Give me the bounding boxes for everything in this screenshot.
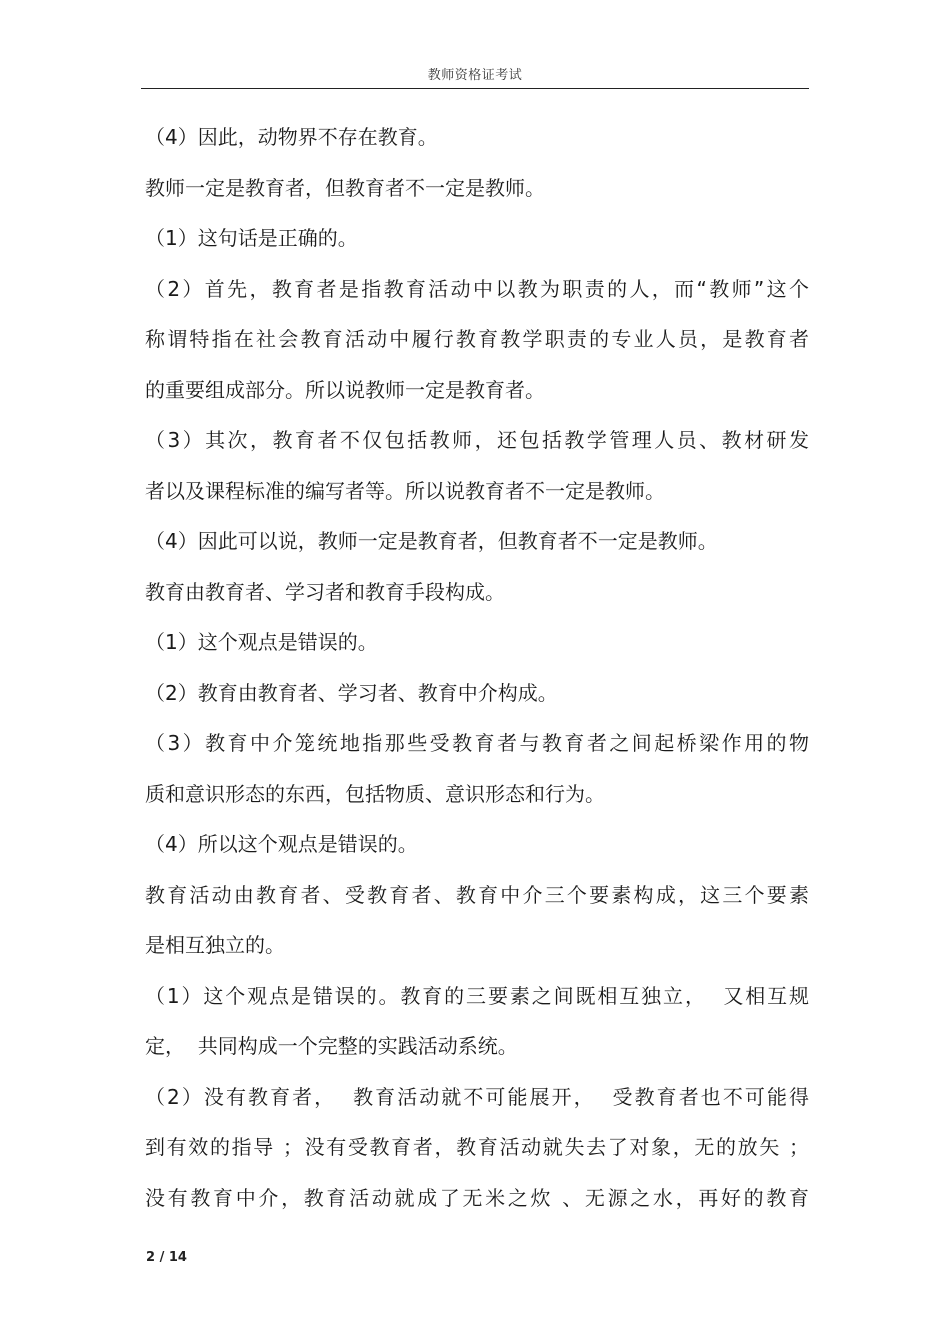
text-line: 到有效的指导 ；没有受教育者，教育活动就失去了对象，无的放矢 ； xyxy=(145,1135,809,1159)
text-line: 没有教育中介，教育活动就成了无米之炊 、无源之水，再好的教育 xyxy=(145,1185,809,1210)
text-line: 教师一定是教育者，但教育者不一定是教师。 xyxy=(145,175,545,200)
text-line: （2）首先，教育者是指教育活动中以教为职责的人，而“教师”这个 xyxy=(145,276,809,301)
text-line: （1）这个观点是错误的。教育的三要素之间既相互独立， 又相互规 xyxy=(145,983,809,1008)
text-line: （3）其次，教育者不仅包括教师，还包括教学管理人员、教材研发 xyxy=(145,428,809,452)
text-line: 教育由教育者、学习者和教育手段构成。 xyxy=(145,579,505,604)
text-line: 的重要组成部分。所以说教师一定是教育者。 xyxy=(145,377,545,402)
text-line: （2）教育由教育者、学习者、教育中介构成。 xyxy=(145,680,558,705)
text-line: （2）没有教育者， 教育活动就不可能展开， 受教育者也不可能得 xyxy=(145,1084,809,1109)
text-line: （1）这句话是正确的。 xyxy=(145,226,358,250)
document-body xyxy=(145,112,809,1223)
page-header-title: 教师资格证考试 xyxy=(427,68,523,83)
text-line: 者以及课程标准的编写者等。所以说教育者不一定是教师。 xyxy=(145,478,665,503)
text-line: 称谓特指在社会教育活动中履行教育教学职责的专业人员，是教育者 xyxy=(145,327,809,351)
text-line: （3）教育中介笼统地指那些受教育者与教育者之间起桥梁作用的物 xyxy=(145,731,809,755)
text-line: （1）这个观点是错误的。 xyxy=(145,630,378,654)
page-number: 2 / 14 xyxy=(146,1250,187,1265)
text-line: 质和意识形态的东西，包括物质、意识形态和行为。 xyxy=(145,781,605,806)
header-divider xyxy=(141,88,809,89)
text-line: （4）因此，动物界不存在教育。 xyxy=(145,125,438,149)
text-line: 教育活动由教育者、受教育者、教育中介三个要素构成，这三个要素 xyxy=(145,882,809,907)
text-line: 定， 共同构成一个完整的实践活动系统。 xyxy=(145,1034,518,1058)
text-line: （4）所以这个观点是错误的。 xyxy=(145,832,418,856)
text-line: （4）因此可以说，教师一定是教育者，但教育者不一定是教师。 xyxy=(145,529,718,553)
text-line: 是相互独立的。 xyxy=(145,933,285,957)
